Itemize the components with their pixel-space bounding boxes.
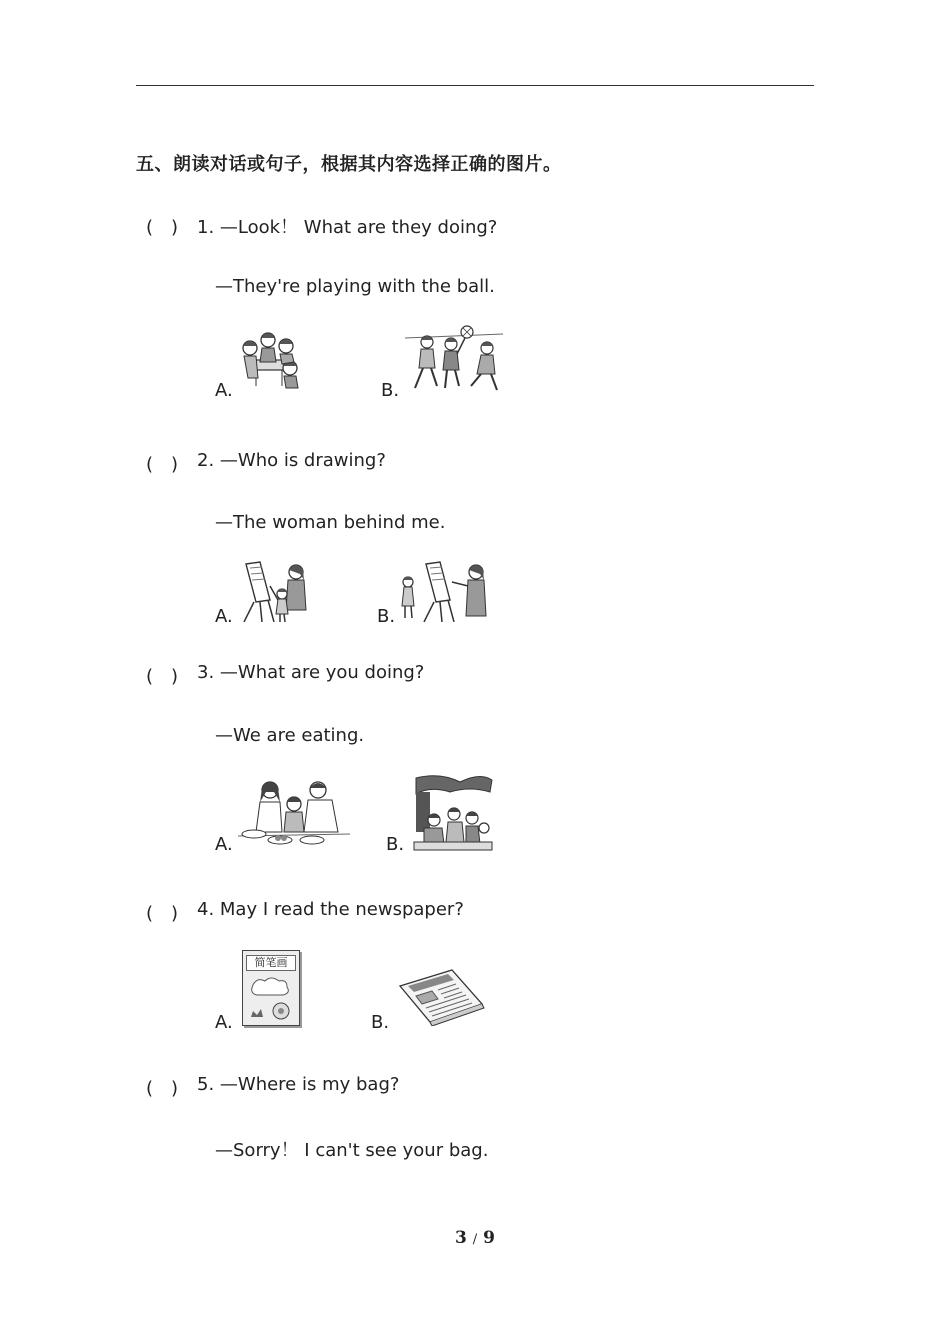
section-title: 五、朗读对话或句子，根据其内容选择正确的图片。 [136,154,562,175]
q2-option-a-label: A. [215,606,233,627]
children-at-table-picture[interactable] [238,328,302,390]
answer-bracket-2[interactable]: ( ) [146,454,179,475]
answer-bracket-1[interactable]: ( ) [146,217,179,238]
question-1-line-2: —They're playing with the ball. [215,276,495,297]
q3-option-b-label: B. [386,834,405,855]
question-2-line-1: 2. —Who is drawing? [197,450,386,471]
children-picnic-picture[interactable] [410,772,494,852]
page-total: 9 [483,1228,495,1248]
header-rule [136,85,814,86]
page-number [0,1228,950,1248]
question-3-line-1: 3. —What are you doing? [197,662,425,683]
girl-drawing-woman-behind-picture[interactable] [240,560,310,622]
answer-bracket-4[interactable]: ( ) [146,903,179,924]
question-5-line-2: —Sorry！ I can't see your bag. [215,1140,489,1161]
page-separator: / [472,1232,478,1247]
answer-bracket-3[interactable]: ( ) [146,666,179,687]
q1-option-a-label: A. [215,380,233,401]
answer-bracket-5[interactable]: ( ) [146,1078,179,1099]
newspaper-picture[interactable] [396,968,486,1026]
question-1-line-1: 1. —Look！ What are they doing? [197,217,498,238]
question-3-line-2: —We are eating. [215,725,365,746]
q1-option-b-label: B. [381,380,400,401]
q2-option-b-label: B. [377,606,396,627]
woman-drawing-girl-behind-picture[interactable] [396,560,488,622]
drawing-book-picture[interactable] [242,950,300,1026]
question-2-line-2: —The woman behind me. [215,512,446,533]
q3-option-a-label: A. [215,834,233,855]
q4-option-b-label: B. [371,1012,390,1033]
family-eating-picture[interactable] [238,776,350,850]
book-cover-title: 简笔画 [246,955,296,971]
page-current: 3 [455,1228,467,1248]
q4-option-a-label: A. [215,1012,233,1033]
question-4-line-1: 4. May I read the newspaper? [197,899,464,920]
children-playing-ball-picture[interactable] [405,324,503,394]
question-5-line-1: 5. —Where is my bag? [197,1074,400,1095]
